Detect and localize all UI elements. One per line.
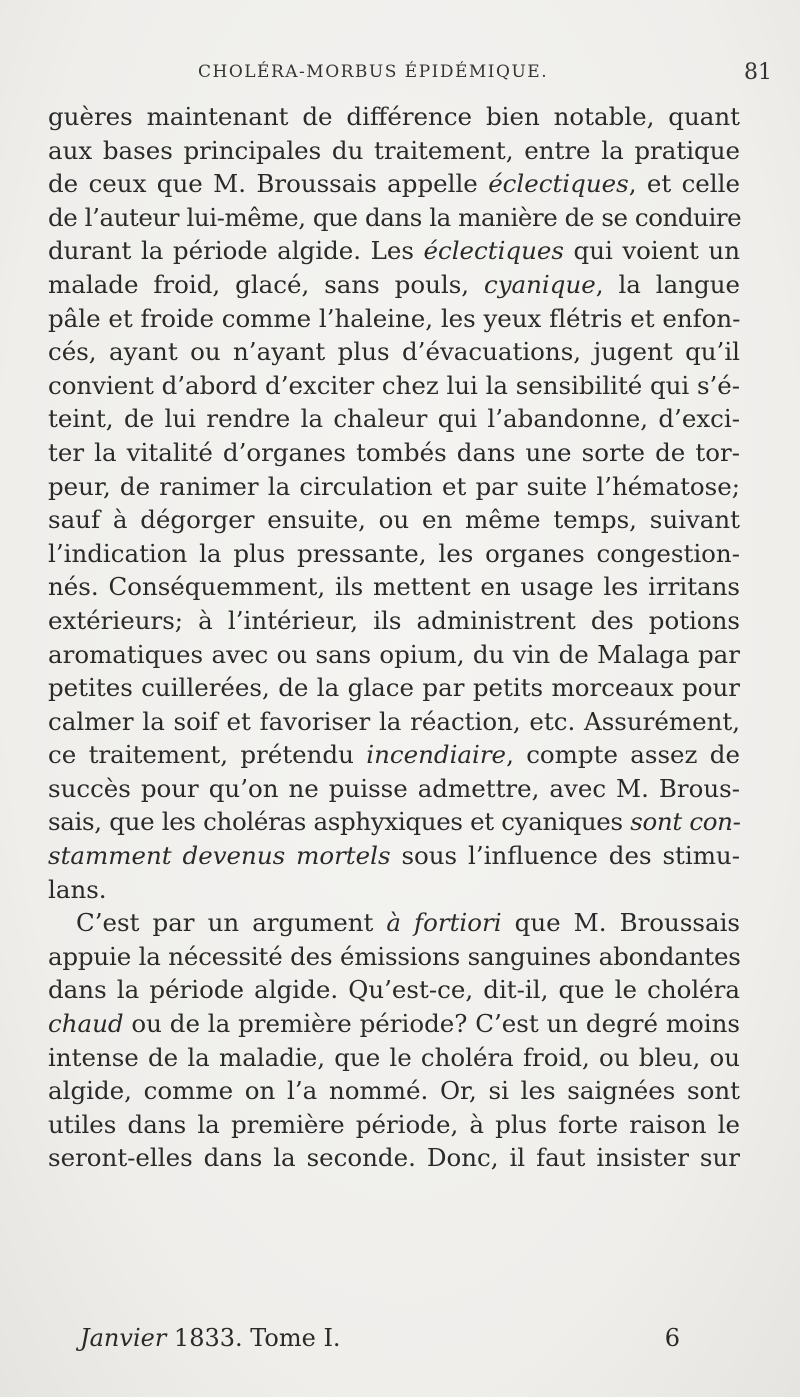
text-segment: seront-elles dans la seconde. Donc, il faut insister sur [48, 1143, 740, 1173]
text-segment: peur, de ranimer la circulation et par suite l’hématose; [48, 471, 740, 501]
text-line [48, 436, 740, 470]
text-segment: intense de la maladie, que le choléra froid, ou bleu, ou [48, 1042, 740, 1072]
text-segment: sauf à dégorger ensuite, ou en même temps, suivant [48, 505, 740, 535]
text-line [48, 906, 740, 940]
text-segment: C’est par un argument [76, 908, 387, 938]
text-segment: nés. Conséquemment, ils mettent en usage les irritans [48, 572, 740, 602]
text-segment: aux bases principales du traitement, entre la pratique [48, 135, 740, 165]
text-segment: calmer la soif et favoriser la réaction, etc. Assurément, [48, 706, 740, 736]
text-line [48, 369, 740, 403]
text-line [48, 839, 740, 873]
text-segment: , la langue [595, 269, 740, 299]
text-segment: extérieurs; à l’intérieur, ils administrent des potions [48, 605, 740, 635]
text-line [48, 940, 740, 974]
text-segment: , et celle [628, 169, 740, 199]
text-segment: teint, de lui rendre la chaleur qui l’abandonne, d’exci- [48, 404, 740, 434]
text-line [48, 537, 740, 571]
text-segment: de ceux que M. Broussais appelle [48, 169, 489, 199]
text-line [48, 302, 740, 336]
text-line [48, 201, 740, 235]
italic-text: éclectiques [488, 169, 629, 199]
text-line [48, 705, 740, 739]
text-segment: algide, comme on l’a nommé. Or, si les saignées sont [48, 1076, 740, 1106]
text-line [48, 234, 740, 268]
text-line [48, 1041, 740, 1075]
text-segment: guères maintenant de différence bien notable, quant [48, 102, 740, 131]
text-segment: utiles dans la première période, à plus forte raison le [48, 1109, 740, 1139]
text-line [48, 470, 740, 504]
page-header [48, 60, 772, 90]
footer-signature [80, 1324, 341, 1352]
text-segment: sais, que les choléras asphyxiques et cyaniques [48, 807, 631, 837]
text-line [48, 335, 740, 369]
sheet-signature: 6 [664, 1324, 680, 1352]
text-line [48, 604, 740, 638]
text-segment: aromatiques avec ou sans opium, du vin de Malaga par [48, 639, 740, 669]
italic-text: à fortiori [386, 908, 502, 938]
page-number: 81 [744, 60, 772, 85]
text-line [48, 805, 740, 839]
text-line [48, 134, 740, 168]
text-segment: ter la vitalité d’organes tombés dans une sorte de tor- [48, 437, 740, 467]
text-line [48, 638, 740, 672]
italic-text: cyanique [483, 269, 596, 299]
text-segment: l’indication la plus pressante, les organes congestion- [48, 538, 740, 568]
text-line [48, 1007, 740, 1041]
text-segment: qui voient un [563, 236, 740, 266]
italic-text: stamment devenus mortels [48, 841, 391, 871]
text-segment: ou de la première période? C’est un degré moins [123, 1009, 740, 1039]
page-footer [80, 1324, 680, 1360]
text-line [48, 772, 740, 806]
text-segment: que M. Broussais [501, 908, 740, 938]
text-segment: succès pour qu’on ne puisse admettre, avec M. Brous- [48, 773, 740, 803]
italic-text: éclectiques [423, 236, 564, 266]
text-line [48, 973, 740, 1007]
text-line [48, 503, 740, 537]
text-line [48, 402, 740, 436]
footer-month: Janvier [80, 1324, 167, 1352]
text-line [48, 268, 740, 302]
footer-volume: 1833. Tome I. [166, 1324, 341, 1352]
text-segment: ce traitement, prétendu [48, 740, 367, 770]
italic-text: sont con- [630, 807, 741, 837]
text-line [48, 1141, 740, 1175]
text-segment: , compte assez de [506, 740, 740, 770]
text-segment: convient d’abord d’exciter chez lui la sensibilité qui s’é- [48, 370, 740, 400]
text-line [48, 1108, 740, 1142]
text-line [48, 671, 740, 705]
italic-text: incendiaire [366, 740, 507, 770]
body-text [48, 100, 740, 1175]
text-line [48, 1074, 740, 1108]
text-line [48, 570, 740, 604]
text-segment: petites cuillerées, de la glace par petits morceaux pour [48, 673, 740, 703]
text-segment: lans. [48, 874, 107, 904]
text-segment: cés, ayant ou n’ayant plus d’évacuations, jugent qu’il [48, 337, 740, 367]
text-segment: appuie la nécessité des émissions sanguines abondantes [48, 941, 741, 971]
text-segment: sous l’influence des stimu- [390, 841, 740, 871]
text-segment: dans la période algide. Qu’est-ce, dit-il, que le choléra [48, 975, 740, 1005]
text-segment: malade froid, glacé, sans pouls, [48, 269, 484, 299]
text-segment: de l’auteur lui-même, que dans la manière de se conduire [48, 202, 742, 232]
text-line [48, 167, 740, 201]
text-line [48, 873, 740, 907]
text-segment: durant la période algide. Les [48, 236, 424, 266]
running-title: CHOLÉRA-MORBUS ÉPIDÉMIQUE. [198, 62, 549, 82]
text-line [48, 738, 740, 772]
text-line [48, 100, 740, 134]
italic-text: chaud [48, 1009, 124, 1039]
text-segment: pâle et froide comme l’haleine, les yeux flétris et enfon- [48, 303, 741, 333]
